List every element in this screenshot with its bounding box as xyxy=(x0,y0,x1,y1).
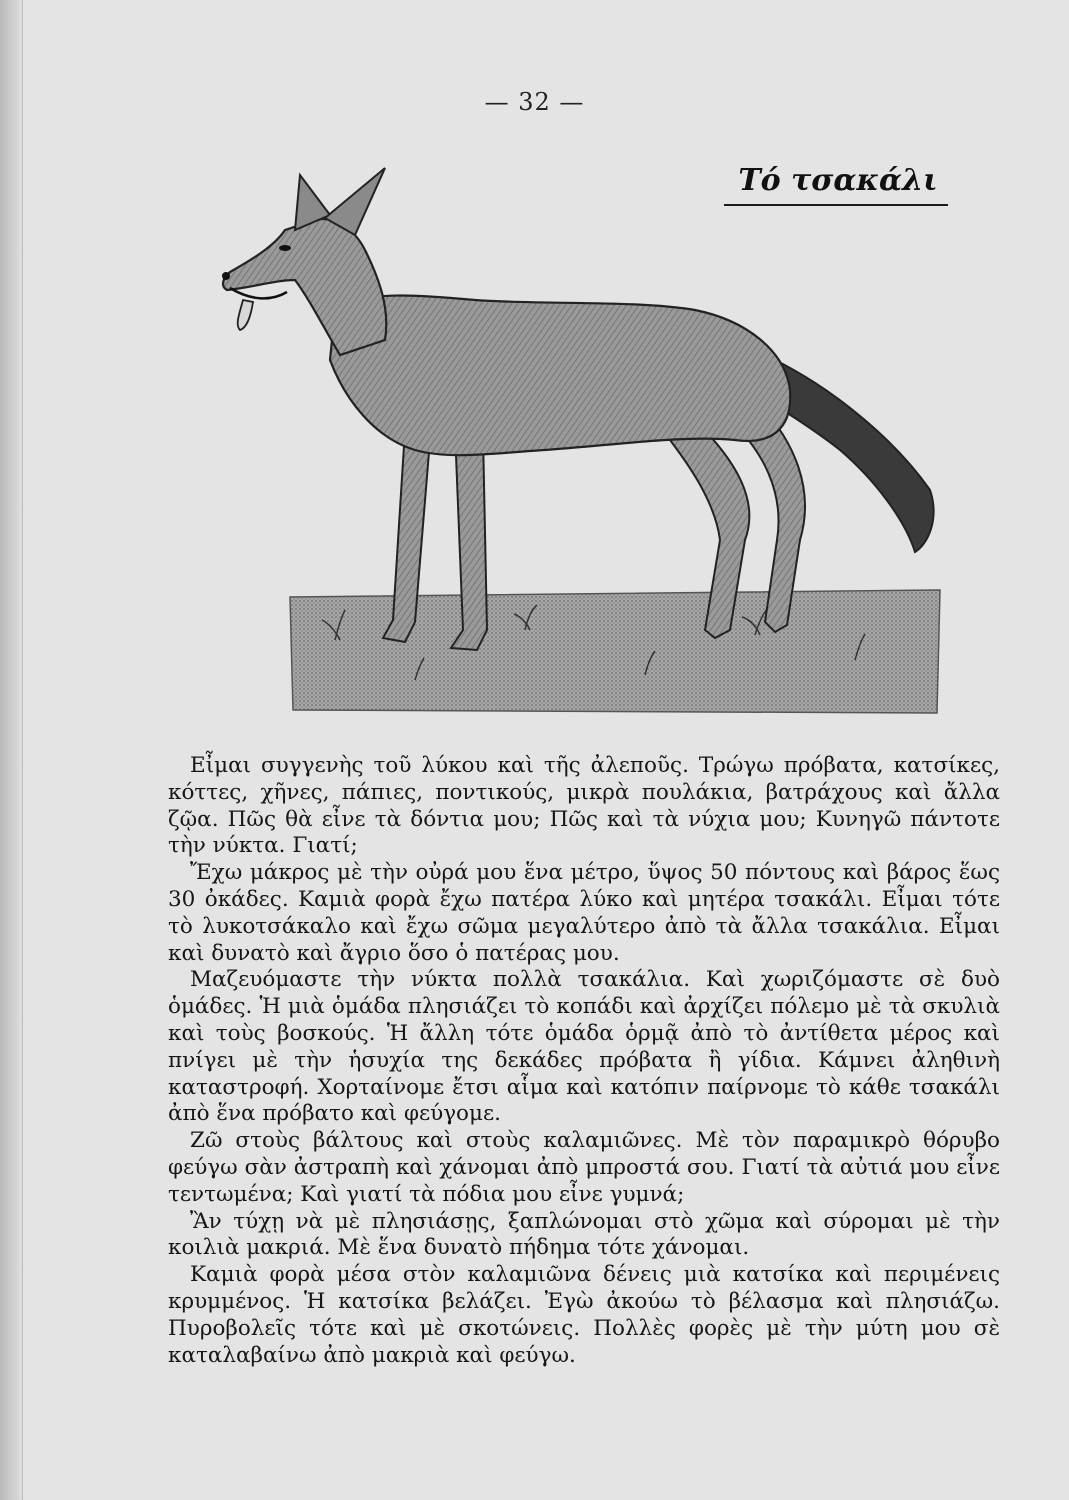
page-number: — 32 — xyxy=(484,88,585,116)
article-text xyxy=(168,753,1000,1369)
paragraph: Μαζευόμαστε τὴν νύκτα πολλὰ τσακάλια. Καὶ χωριζόμαστε σὲ δυὸ ὁμάδες. Ἡ μιὰ ὁμάδα πλησιάζει τὸ κοπάδι καὶ ἀρχίζει πόλεμο μὲ τὰ σκυλιὰ καὶ τοὺς βοσκούς. Ἡ ἄλλη τότε ὁμάδα ὁρμᾷ ἀπὸ τὸ ἀντίθετα μέρος καὶ πνίγει μὲ τὴν ἡσυχία της δεκάδες πρόβατα ἢ γίδια. Κάμνει ἀληθινὴ καταστροφή. Χορταίνομε ἔτσι αἷμα καὶ κατόπιν παίρνομε τὸ κάθε τσακάλι ἀπὸ ἕνα πρόβατο καὶ φεύγομε. xyxy=(168,967,1000,1127)
paragraph: Καμιὰ φορὰ μέσα στὸν καλαμιῶνα δένεις μιὰ κατσίκα καὶ περιμένεις κρυμμένος. Ἡ κατσίκα βελάζει. Ἐγὼ ἀκούω τὸ βέλασμα καὶ πλησιάζω. Πυροβολεῖς τότε καὶ μὲ σκοτώνεις. Πολλὲς φορὲς μὲ τὴν μύτη μου σὲ καταλαβαίνω ἀπὸ μακριὰ καὶ φεύγω. xyxy=(168,1262,1000,1368)
paragraph: Ἂν τύχῃ νὰ μὲ πλησιάσῃς, ξαπλώνομαι στὸ χῶμα καὶ σύρομαι μὲ τὴν κοιλιὰ μακριά. Μὲ ἕνα δυνατὸ πήδημα τότε χάνομαι. xyxy=(168,1208,1000,1261)
paragraph: Ζῶ στοὺς βάλτους καὶ στοὺς καλαμιῶνες. Μὲ τὸν παραμικρὸ θόρυβο φεύγω σὰν ἀστραπὴ καὶ χάνομαι ἀπὸ μπροστά σου. Γιατί τὰ αὐτιά μου εἶνε τεντωμένα; Καὶ γιατί τὰ πόδια μου εἶνε γυμνά; xyxy=(168,1128,1000,1207)
jackal-illustration xyxy=(215,160,950,720)
paragraph: Εἶμαι συγγενὴς τοῦ λύκου καὶ τῆς ἀλεποῦς. Τρώγω πρόβατα, κατσίκες, κόττες, χῆνες, πάπιες, ποντικούς, μικρὰ πουλάκια, βατράχους καὶ ἄλλα ζῷα. Πῶς θὰ εἶνε τὰ δόντια μου; Πῶς καὶ τὰ νύχια μου; Κυνηγῶ πάντοτε τὴν νύκτα. Γιατί; xyxy=(168,753,1000,859)
page-title: Τό τσακάλι xyxy=(738,163,938,198)
page-binding-edge xyxy=(0,0,23,1500)
paragraph: Ἔχω μάκρος μὲ τὴν οὐρά μου ἕνα μέτρο, ὕψος 50 πόντους καὶ βάρος ἕως 30 ὀκάδες. Καμιὰ φορὰ ἔχω πατέρα λύκο καὶ μητέρα τσακάλι. Εἶμαι τότε τὸ λυκοτσάκαλο καὶ ἔχω σῶμα μεγαλύτερο ἀπὸ τὰ ἄλλα τσακάλια. Εἶμαι καὶ δυνατὸ καὶ ἄγριο ὅσο ὁ πατέρας μου. xyxy=(168,860,1000,966)
